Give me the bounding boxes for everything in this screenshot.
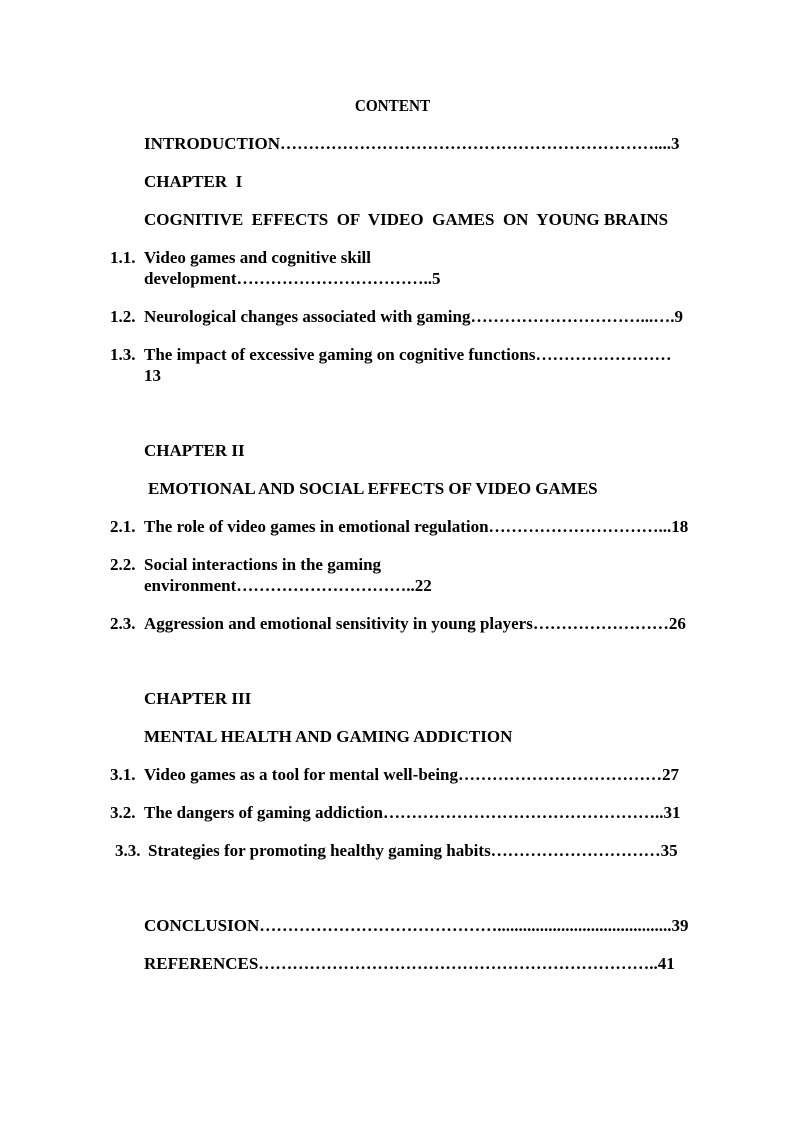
toc-entry-number: 3.1.: [110, 765, 136, 784]
toc-entry-text: Video games and cognitive skill: [144, 248, 371, 267]
toc-entry-number: 2.1.: [110, 517, 136, 536]
toc-entry-text: The impact of excessive gaming on cognitive functions……………………: [144, 345, 672, 364]
chapter-1-label: CHAPTER I: [144, 172, 243, 191]
toc-entry-number: 3.3.: [115, 841, 141, 860]
chapter-2-label: CHAPTER II: [144, 441, 245, 460]
toc-entry-number: 1.3.: [110, 345, 136, 364]
toc-introduction: INTRODUCTION…………………………………………………………....3: [144, 134, 680, 153]
toc-entry-text: Video games as a tool for mental well-being………………………………27: [144, 765, 679, 784]
toc-entry-number: 2.2.: [110, 555, 136, 574]
toc-entry-text-continued: development……………………………..5: [144, 269, 441, 288]
toc-entry-text-continued: environment…………………………..22: [144, 576, 432, 595]
chapter-3-label: CHAPTER III: [144, 689, 252, 708]
toc-references: REFERENCES……………………………………………………………..41: [144, 954, 675, 973]
chapter-2-heading: EMOTIONAL AND SOCIAL EFFECTS OF VIDEO GAMES: [148, 479, 598, 498]
toc-entry-text: Aggression and emotional sensitivity in young players……………………26: [144, 614, 686, 633]
toc-entry-text: Social interactions in the gaming: [144, 555, 382, 574]
toc-entry-text: Neurological changes associated with gaming…………………………...….9: [144, 307, 683, 326]
toc-entry-text: Strategies for promoting healthy gaming habits…………………………35: [148, 841, 678, 860]
toc-entry-page: 13: [144, 366, 161, 385]
toc-entry-number: 1.1.: [110, 248, 136, 267]
toc-entry-number: 3.2.: [110, 803, 136, 822]
chapter-1-heading: COGNITIVE EFFECTS OF VIDEO GAMES ON YOUNG BRAINS: [144, 210, 669, 229]
toc-entry-number: 2.3.: [110, 614, 136, 633]
toc-entry-text: The dangers of gaming addiction…………………………………………..31: [144, 803, 681, 822]
toc-entry-number: 1.2.: [110, 307, 136, 326]
chapter-3-heading: MENTAL HEALTH AND GAMING ADDICTION: [144, 727, 513, 746]
toc-title: CONTENT: [354, 96, 431, 115]
toc-conclusion: CONCLUSION…………………………………….........................................39: [144, 916, 689, 935]
toc-entry-text: The role of video games in emotional regulation…………………………...18: [144, 517, 689, 536]
